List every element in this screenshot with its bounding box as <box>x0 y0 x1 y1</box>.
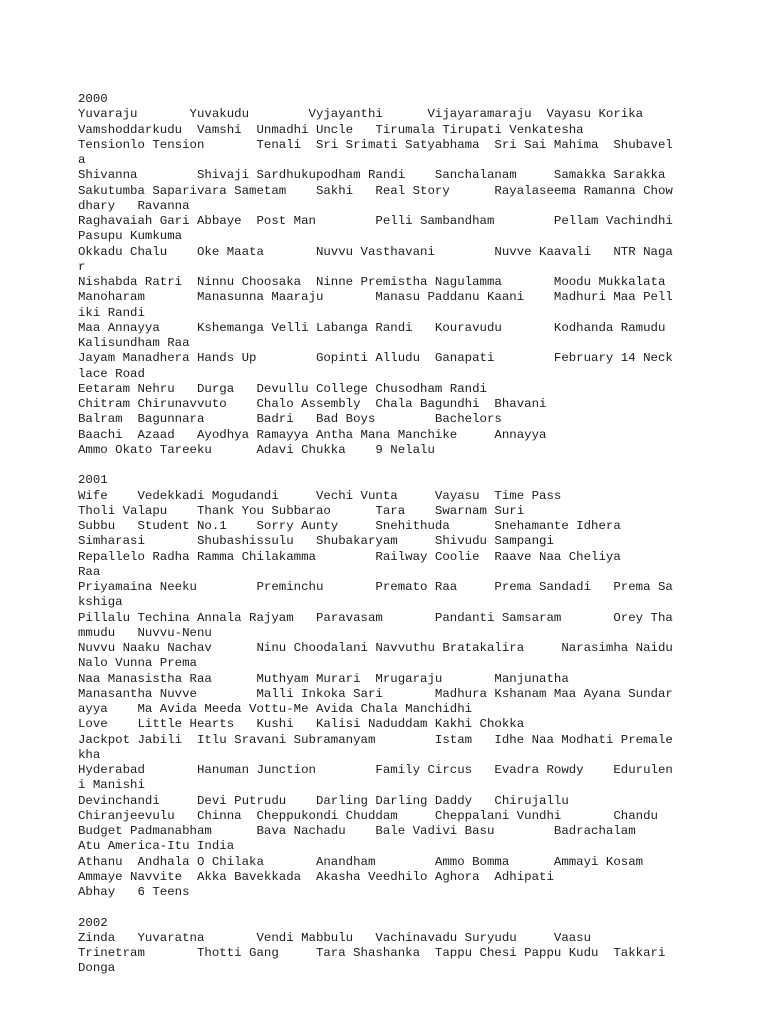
text-line: iki Randi <box>78 305 145 320</box>
text-line: Nalo Vunna Prema <box>78 656 197 671</box>
text-line: dhary Ravanna <box>78 198 190 213</box>
text-line <box>78 458 698 473</box>
text-line: Raa <box>78 564 101 579</box>
text-line <box>78 900 698 915</box>
text-line: Ammo Okato Tareeku Adavi Chukka 9 Nelalu <box>78 442 435 457</box>
text-line: 2001 <box>78 473 108 488</box>
text-line: Priyamaina Neeku Preminchu Premato Raa Prema Sandadi Prema Sa <box>78 580 673 594</box>
text-line: Abhay 6 Teens <box>78 885 190 899</box>
text-line: Manoharam Manasunna Maaraju Manasu Paddanu Kaani Madhuri Maa Pell <box>78 290 673 305</box>
text-line: Baachi Azaad Ayodhya Ramayya Antha Mana Manchike Annayya <box>78 427 547 442</box>
text-line: Shivanna Shivaji Sardhukupodham Randi Sanchalanam Samakka Sarakka <box>78 168 666 183</box>
text-line: Hyderabad Hanuman Junction Family Circus Evadra Rowdy Edurulen <box>78 763 673 777</box>
text-line: Jayam Manadhera Hands Up Gopinti Alludu Ganapati February 14 Neck <box>78 351 673 366</box>
text-line: Budget Padmanabham Bava Nachadu Bale Vadivi Basu Badrachalam <box>78 824 636 838</box>
text-line: Donga <box>78 961 116 976</box>
text-line: Repallelo Radha Ramma Chilakamma Railway Coolie Raave Naa Cheliya <box>78 549 621 564</box>
text-line: Devinchandi Devi Putrudu Darling Darling Daddy Chirujallu <box>78 793 569 808</box>
text-line: Nuvvu Naaku Nachav Ninu Choodalani Navvuthu Bratakalira Narasimha Naidu <box>78 641 673 655</box>
text-line: kha <box>78 747 101 762</box>
text-line: Tensionlo Tension Tenali Sri Srimati Satyabhama Sri Sai Mahima Shubavel <box>78 137 673 152</box>
text-line: Zinda Yuvaratna Vendi Mabbulu Vachinavadu Suryudu Vaasu <box>78 930 592 945</box>
text-line: Love Little Hearts Kushi Kalisi Naduddam Kakhi Chokka <box>78 717 525 732</box>
text-line: Yuvaraju Yuvakudu Vyjayanthi Vijayaramaraju Vayasu Korika <box>78 107 644 122</box>
document-page <box>78 92 698 977</box>
text-line: Subbu Student No.1 Sorry Aunty Snehithuda Snehamante Idhera <box>78 519 621 533</box>
text-line: Maa Annayya Kshemanga Velli Labanga Randi Kouravudu Kodhanda Ramudu <box>78 320 666 335</box>
text-line: Simharasi Shubashissulu Shubakaryam Shivudu Sampangi <box>78 534 554 549</box>
text-line: Jackpot Jabili Itlu Sravani Subramanyam Istam Idhe Naa Modhati Premale <box>78 732 673 747</box>
text-line: Atu America-Itu India <box>78 839 235 854</box>
text-line: Raghavaiah Gari Abbaye Post Man Pelli Sambandham Pellam Vachindhi <box>78 214 673 228</box>
text-line: Pasupu Kumkuma <box>78 229 183 244</box>
text-line: Vamshoddarkudu Vamshi Unmadhi Uncle Tirumala Tirupati Venkatesha <box>78 122 584 137</box>
text-line: Okkadu Chalu Oke Maata Nuvvu Vasthavani Nuvve Kaavali NTR Naga <box>78 244 673 259</box>
text-line: Athanu Andhala O Chilaka Anandham Ammo Bomma Ammayi Kosam <box>78 854 644 869</box>
text-line: Tholi Valapu Thank You Subbarao Tara Swarnam Suri <box>78 503 525 518</box>
text-line: i Manishi <box>78 778 145 793</box>
text-line: Chiranjeevulu Chinna Cheppukondi Chuddam Cheppalani Vundhi Chandu <box>78 808 658 823</box>
text-line: Nishabda Ratri Ninnu Choosaka Ninne Premistha Nagulamma Moodu Mukkalata <box>78 275 666 289</box>
text-line: kshiga <box>78 595 123 610</box>
text-line: Sakutumba Saparivara Sametam Sakhi Real Story Rayalaseema Ramanna Chow <box>78 183 673 198</box>
text-line: r <box>78 259 86 274</box>
text-line: Eetaram Nehru Durga Devullu College Chusodham Randi <box>78 381 487 396</box>
text-line: Manasantha Nuvve Malli Inkoka Sari Madhura Kshanam Maa Ayana Sundar <box>78 686 673 701</box>
text-line: Naa Manasistha Raa Muthyam Murari Mrugaraju Manjunatha <box>78 671 569 686</box>
text-line: 2000 <box>78 92 108 106</box>
text-line: 2002 <box>78 915 108 930</box>
text-line: lace Road <box>78 366 145 381</box>
text-line: Balram Bagunnara Badri Bad Boys Bachelors <box>78 412 502 427</box>
text-line: Ammaye Navvite Akka Bavekkada Akasha Veedhilo Aghora Adhipati <box>78 869 554 884</box>
text-line: ayya Ma Avida Meeda Vottu-Me Avida Chala Manchidhi <box>78 702 473 716</box>
text-line: Pillalu Techina Annala Rajyam Paravasam Pandanti Samsaram Orey Tha <box>78 610 673 625</box>
text-line: Chitram Chirunavvuto Chalo Assembly Chala Bagundhi Bhavani <box>78 397 547 411</box>
text-line: Trinetram Thotti Gang Tara Shashanka Tappu Chesi Pappu Kudu Takkari <box>78 946 666 960</box>
text-line: Kalisundham Raa <box>78 336 190 350</box>
text-line: Wife Vedekkadi Mogudandi Vechi Vunta Vayasu Time Pass <box>78 488 562 503</box>
text-line: a <box>78 153 86 167</box>
text-line: mmudu Nuvvu-Nenu <box>78 625 212 640</box>
